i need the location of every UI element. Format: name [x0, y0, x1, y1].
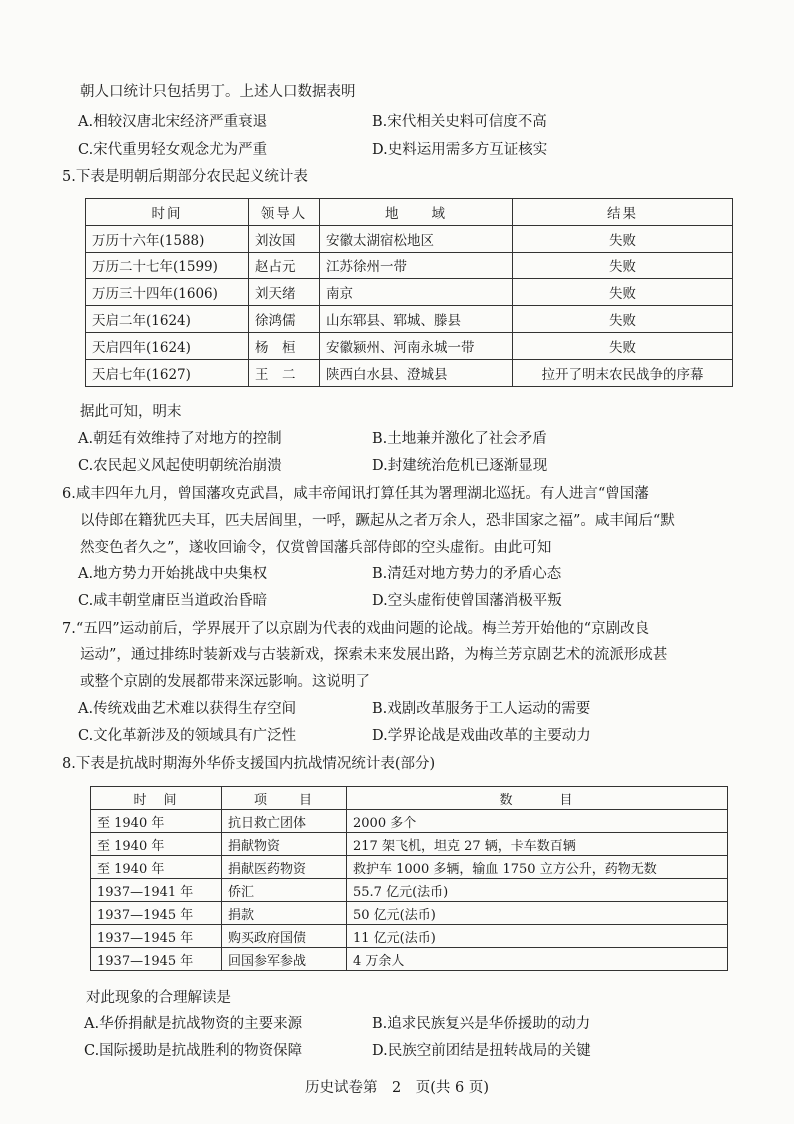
table-row	[91, 879, 728, 902]
q6-option-d: D.空头虚衔使曾国藩消极平叛	[372, 593, 562, 609]
col-header-time: 时 间	[91, 787, 222, 810]
q8-lead: 对此现象的合理解读是	[86, 990, 231, 1006]
q6-option-a: A.地方势力开始挑战中央集权	[78, 566, 268, 582]
q6-line-1: 6.咸丰四年九月，曾国藩攻克武昌，咸丰帝闻讯打算任其为署理湖北巡抚。有人进言“曾国藩	[62, 486, 649, 502]
q6-option-b: B.清廷对地方势力的矛盾心态	[372, 566, 562, 582]
table-row	[86, 306, 733, 333]
table-row	[91, 925, 728, 948]
q4-option-c: C.宋代重男轻女观念尤为严重	[78, 142, 268, 158]
q5-option-c: C.农民起义风起使明朝统治崩溃	[78, 458, 282, 474]
cell-amount: 11 亿元(法币)	[347, 925, 728, 948]
q7-line-1: 7.“五四”运动前后，学界展开了以京剧为代表的戏曲问题的论战。梅兰芳开始他的“京剧改良	[62, 621, 650, 637]
q5-lead: 据此可知，明末	[80, 404, 182, 420]
q7-option-a: A.传统戏曲艺术难以获得生存空间	[78, 701, 297, 717]
peasant-uprising-table	[85, 198, 733, 387]
table-row	[86, 225, 733, 252]
cell-item: 抗日救亡团体	[222, 810, 347, 833]
col-header-result: 结果	[513, 199, 733, 226]
cell-leader: 王 二	[249, 359, 320, 386]
table-row	[86, 359, 733, 386]
q4-stem-tail: 朝人口统计只包括男丁。上述人口数据表明	[80, 84, 356, 100]
col-header-amount: 数 目	[347, 787, 728, 810]
table-header-row	[86, 199, 733, 226]
q4-option-d: D.史料运用需多方互证核实	[372, 142, 548, 158]
table-row	[91, 948, 728, 971]
q7-line-2: 运动”，通过排练时装新戏与古装新戏，探索未来发展出路，为梅兰芳京剧艺术的流派形成甚	[80, 647, 668, 663]
cell-leader: 刘天绪	[249, 279, 320, 306]
q8-option-a: A.华侨捐献是抗战物资的主要来源	[84, 1016, 303, 1032]
cell-time: 万历十六年(1588)	[86, 225, 249, 252]
cell-time: 1937—1945 年	[91, 948, 222, 971]
cell-item: 回国参军参战	[222, 948, 347, 971]
q6-line-3: 然变色者久之”，遂收回谕令，仅赏曾国藩兵部侍郎的空头虚衔。由此可知	[80, 540, 552, 556]
cell-time: 天启七年(1627)	[86, 359, 249, 386]
cell-time: 万历三十四年(1606)	[86, 279, 249, 306]
cell-result: 失败	[513, 279, 733, 306]
cell-item: 购买政府国债	[222, 925, 347, 948]
col-header-leader: 领导人	[249, 199, 320, 226]
cell-time: 万历二十七年(1599)	[86, 252, 249, 279]
q5-stem: 5.下表是明朝后期部分农民起义统计表	[62, 169, 308, 185]
q4-option-a: A.相较汉唐北宋经济严重衰退	[78, 114, 268, 130]
q8-stem: 8.下表是抗战时期海外华侨支援国内抗战情况统计表(部分)	[62, 756, 436, 772]
cell-time: 1937—1941 年	[91, 879, 222, 902]
cell-amount: 217 架飞机，坦克 27 辆，卡车数百辆	[347, 833, 728, 856]
q5-option-d: D.封建统治危机已逐渐显现	[372, 458, 548, 474]
cell-leader: 杨 桓	[249, 332, 320, 359]
q6-line-2: 以侍郎在籍犹匹夫耳，匹夫居闾里，一呼，蹶起从之者万余人，恐非国家之福”。咸丰闻后“默	[80, 513, 675, 529]
cell-time: 天启二年(1624)	[86, 306, 249, 333]
cell-result: 拉开了明末农民战争的序幕	[513, 359, 733, 386]
col-header-region: 地 域	[320, 199, 513, 226]
q8-option-d: D.民族空前团结是扭转战局的关键	[372, 1043, 591, 1059]
col-header-item: 项 目	[222, 787, 347, 810]
cell-region: 安徽太湖宿松地区	[320, 225, 513, 252]
table-row	[86, 252, 733, 279]
page-footer: 历史试卷第 2 页(共 6 页)	[305, 1080, 489, 1096]
cell-result: 失败	[513, 252, 733, 279]
q8-option-c: C.国际援助是抗战胜利的物资保障	[84, 1043, 303, 1059]
q6-option-c: C.咸丰朝堂庸臣当道政治昏暗	[78, 593, 268, 609]
table-header-row	[91, 787, 728, 810]
cell-time: 至 1940 年	[91, 810, 222, 833]
q7-line-3: 或整个京剧的发展都带来深远影响。这说明了	[80, 674, 370, 690]
cell-item: 捐献物资	[222, 833, 347, 856]
q5-option-b: B.土地兼并激化了社会矛盾	[372, 431, 547, 447]
cell-leader: 赵占元	[249, 252, 320, 279]
q5-option-a: A.朝廷有效维持了对地方的控制	[78, 431, 282, 447]
cell-region: 南京	[320, 279, 513, 306]
cell-region: 安徽颍州、河南永城一带	[320, 332, 513, 359]
table-row	[91, 833, 728, 856]
cell-amount: 救护车 1000 多辆，输血 1750 立方公升，药物无数	[347, 856, 728, 879]
cell-time: 1937—1945 年	[91, 925, 222, 948]
table-row	[86, 279, 733, 306]
q7-option-c: C.文化革新涉及的领域具有广泛性	[78, 728, 297, 744]
cell-leader: 刘汝国	[249, 225, 320, 252]
table-row	[86, 332, 733, 359]
col-header-time: 时间	[86, 199, 249, 226]
cell-region: 江苏徐州一带	[320, 252, 513, 279]
q4-option-b: B.宋代相关史料可信度不高	[372, 114, 547, 130]
q7-option-b: B.戏剧改革服务于工人运动的需要	[372, 701, 591, 717]
cell-time: 至 1940 年	[91, 856, 222, 879]
cell-item: 捐款	[222, 902, 347, 925]
cell-item: 捐献医药物资	[222, 856, 347, 879]
cell-amount: 2000 多个	[347, 810, 728, 833]
cell-amount: 50 亿元(法币)	[347, 902, 728, 925]
cell-amount: 4 万余人	[347, 948, 728, 971]
cell-time: 至 1940 年	[91, 833, 222, 856]
overseas-chinese-support-table	[90, 786, 728, 971]
table-row	[91, 856, 728, 879]
cell-region: 陕西白水县、澄城县	[320, 359, 513, 386]
cell-amount: 55.7 亿元(法币)	[347, 879, 728, 902]
q8-option-b: B.追求民族复兴是华侨援助的动力	[372, 1016, 591, 1032]
cell-region: 山东郓县、郓城、滕县	[320, 306, 513, 333]
q7-option-d: D.学界论战是戏曲改革的主要动力	[372, 728, 591, 744]
cell-item: 侨汇	[222, 879, 347, 902]
table-row	[91, 810, 728, 833]
cell-leader: 徐鸿儒	[249, 306, 320, 333]
cell-time: 天启四年(1624)	[86, 332, 249, 359]
cell-result: 失败	[513, 225, 733, 252]
cell-result: 失败	[513, 332, 733, 359]
cell-time: 1937—1945 年	[91, 902, 222, 925]
table-row	[91, 902, 728, 925]
cell-result: 失败	[513, 306, 733, 333]
